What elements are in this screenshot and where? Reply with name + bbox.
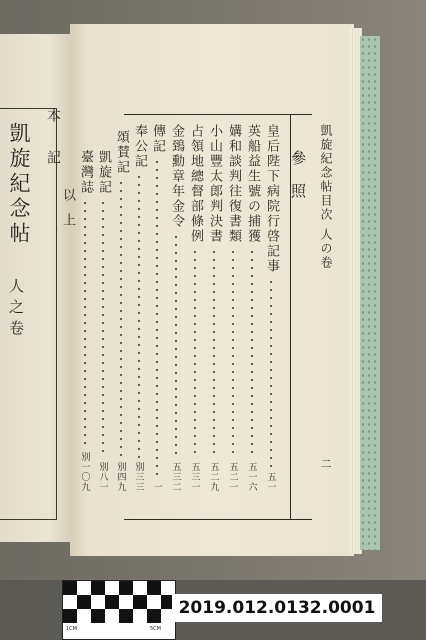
toc-entry-title: 金鵄勳章年金令	[169, 124, 184, 229]
toc-entry-title: 皇后陛下病院行啓記事	[264, 124, 279, 274]
toc-entry	[94, 150, 112, 492]
scale-label: 1CM	[66, 626, 77, 632]
toc-leader-dots	[120, 179, 122, 458]
scale-square	[147, 609, 161, 623]
toc-entry-title: 占領地總督部條例	[188, 124, 203, 244]
scale-square	[63, 609, 77, 623]
toc-entry-page: 別三三	[133, 462, 144, 492]
toc-entry	[130, 124, 148, 492]
toc-entry-page: 別四九	[115, 462, 126, 492]
toc-entry-page: 五二九	[208, 462, 219, 492]
page-number: 二	[319, 458, 332, 469]
toc-entry	[76, 150, 94, 492]
accession-number-label: 2019.012.0132.0001	[172, 594, 382, 622]
toc-entry	[112, 130, 130, 492]
toc-entry	[224, 124, 242, 492]
toc-entry-title: 奉公記	[132, 124, 147, 169]
toc-leader-dots	[156, 158, 158, 478]
scale-square	[77, 595, 91, 609]
toc-entry-page: 別八一	[97, 462, 108, 492]
green-marbled-edge	[360, 36, 380, 550]
left-page-side-text: 本記	[45, 108, 61, 192]
toc-entry-title: 小山豐太郎判決書	[207, 124, 222, 244]
left-page-volume: 人之卷	[7, 278, 25, 341]
section-heading-reference: 參照	[289, 150, 307, 216]
scale-square	[105, 595, 119, 609]
scale-label: 5CM	[150, 626, 161, 632]
scale-square	[119, 609, 133, 623]
scale-square	[147, 581, 161, 595]
left-page-title: 凱旋紀念帖	[7, 122, 31, 247]
scale-square	[119, 581, 133, 595]
toc-leader-dots	[175, 233, 177, 458]
toc-entry	[262, 124, 280, 492]
section-heading-biography: 傳記	[150, 124, 165, 154]
toc-entry	[186, 124, 204, 492]
toc-entry-page: 五一	[265, 472, 276, 492]
toc-entry	[167, 124, 185, 492]
toc-entry-title: 英船益生號の捕獲	[245, 124, 260, 244]
toc-entry-page: 一	[151, 482, 162, 492]
scale-square	[63, 581, 77, 595]
toc-entry	[243, 124, 261, 492]
toc-leader-dots	[194, 248, 196, 458]
toc-entry-title: 媾和談判往復書類	[226, 124, 241, 244]
toc-entry-page: 五三二	[170, 462, 181, 492]
scale-square	[91, 581, 105, 595]
toc-entry-title: 凱旋記	[96, 150, 111, 195]
toc-entry-page: 五三一	[189, 462, 200, 492]
toc-entry-page: 五二一	[227, 462, 238, 492]
running-header: 凱旋紀念帖目次 人の卷	[319, 124, 333, 270]
toc-entry	[205, 124, 223, 492]
toc-entry-title: 頌賛記	[114, 130, 129, 175]
toc-leader-dots	[84, 199, 86, 448]
toc-entry-page: 別一〇九	[79, 452, 90, 492]
toc-leader-dots	[270, 278, 272, 468]
toc-section-biography	[148, 124, 166, 492]
toc-leader-dots	[251, 248, 253, 458]
scale-square	[133, 595, 147, 609]
toc-entry-page: 五一六	[246, 462, 257, 492]
toc-leader-dots	[232, 248, 234, 458]
end-marker: 以上	[60, 188, 75, 238]
scale-square	[91, 609, 105, 623]
toc-entry-title: 臺灣誌	[78, 150, 93, 195]
toc-leader-dots	[213, 248, 215, 458]
toc-leader-dots	[138, 173, 140, 458]
toc-leader-dots	[102, 199, 104, 458]
